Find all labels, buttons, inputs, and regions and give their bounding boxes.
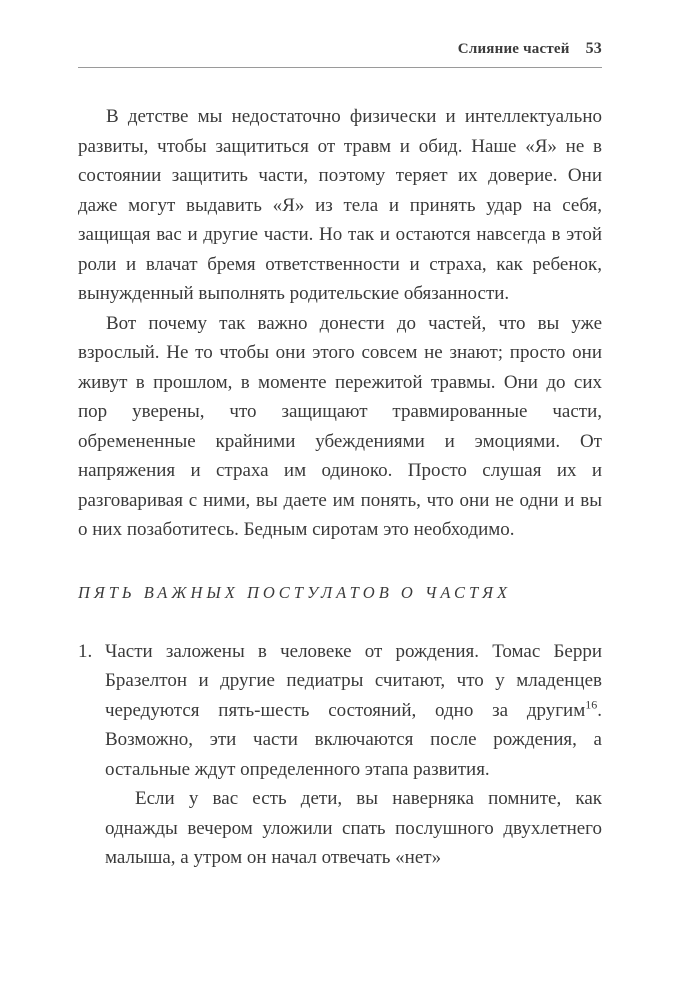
body-paragraph-2: Вот почему так важно донести до частей, что вы уже взрослый. Не то чтобы они этого совсем не знают; просто они живут в прошлом, в моменте пережитой травмы. Они до сих пор уверены, что защищают травмированные части, обремененные крайними убеждениями и эмоциями. От напряжения и страха им одиноко. Просто слушая их и разговаривая с ними, вы даете им понять, что они не одни и вы о них позаботитесь. Бедным сиротам это необходимо. [78, 312, 602, 540]
page-header [78, 40, 602, 67]
running-title: Слияние частей [457, 41, 570, 57]
section-heading: ПЯТЬ ВАЖНЫХ ПОСТУЛАТОВ О ЧАСТЯХ [78, 582, 512, 602]
list-item-continuation-paragraph: Если у вас есть дети, вы наверняка помните, как однажды вечером уложили спать послушного двухлетнего малыша, а утром он начал отвечать «нет» [105, 788, 602, 868]
list-item-number: 1. [78, 640, 93, 662]
footnote-reference: 16 [585, 697, 598, 712]
numbered-list-item-1 [78, 637, 602, 873]
body-paragraph-1: В детстве мы недостаточно физически и интеллектуально развиты, чтобы защититься от травм и обид. Наше «Я» не в состоянии защитить части, поэтому теряет их доверие. Они даже могут выдавить «Я» из тела и принять удар на себя, защищая вас и другие части. Но так и остаются навсегда в этой роли и влачат бремя ответственности и страха, как ребенок, вынужденный выполнять родительские обязанности. [78, 106, 602, 304]
page-number: 53 [585, 40, 602, 57]
list-item-text-after-footnote: . Возможно, эти части включаются после рождения, а остальные ждут определенного этапа развития. [105, 699, 602, 780]
list-item-text-before-footnote: Части заложены в человеке от рождения. Томас Берри Бразелтон и другие педиатры считают, что у младенцев чередуются пять-шесть состояний, одно за другим [105, 640, 602, 721]
header-rule [78, 67, 602, 68]
page-body [78, 102, 602, 873]
list-item-content [105, 637, 602, 873]
list-item-paragraph [105, 637, 602, 785]
